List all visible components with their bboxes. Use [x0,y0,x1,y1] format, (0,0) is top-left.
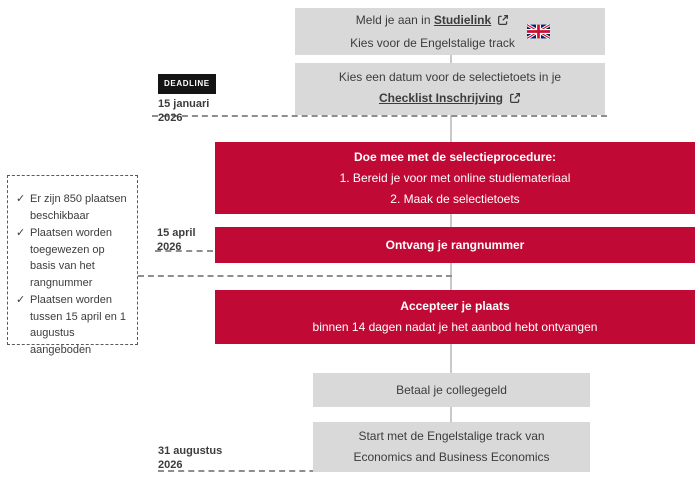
check-icon: ✓ [16,294,26,306]
step-selection-text [340,147,571,210]
checklist-inschrijving-link[interactable]: Checklist Inschrijving [378,91,504,105]
step-choose-date-text [339,67,561,111]
accept-subtitle-text: binnen 14 dagen nadat je het aanbod hebt ontvangen [312,320,598,334]
places-info-list [16,191,129,358]
list-item [16,292,129,358]
deadline-august-label [158,444,222,472]
step-selection-box [215,142,695,214]
deadline-january-year: 2026 [158,112,183,124]
connector-line [450,407,452,422]
selection-item1-text: 1. Bereid je voor met online studiemateriaal [339,170,571,185]
connector-line [450,344,452,373]
step-rank-box [215,227,695,263]
check-icon: ✓ [16,193,26,205]
deadline-august-date: 31 augustus [158,445,223,457]
uk-flag-icon [527,24,550,39]
selection-title-text: Doe mee met de selectieprocedure: [353,149,557,164]
infobox-dashed-connector [138,275,452,277]
external-link-icon[interactable] [497,12,509,33]
step-start-box [313,422,590,472]
connector-line [450,115,452,142]
deadline-dashed-line-january [152,115,607,117]
step-accept-box [215,290,695,344]
check-icon: ✓ [16,227,26,239]
rank-title-text: Ontvang je rangnummer [385,237,525,252]
start-line1-text: Start met de Engelstalige track van [358,429,545,443]
list-item [16,191,129,224]
step-signup-box [295,8,605,55]
deadline-badge: DEADLINE [158,74,216,94]
choose-date-line1-text: Kies een datum voor de selectietoets in je [338,70,562,84]
deadline-april-date: 15 april [157,227,196,239]
deadline-august-year: 2026 [158,459,183,471]
signup-line2-text: Kies voor de Engelstalige track [350,35,515,50]
deadline-april-label [157,226,196,254]
step-pay-box [313,373,590,407]
places-info-box [7,175,138,356]
connector-line [450,55,452,63]
list-item [16,225,129,291]
selection-item2-text: 2. Maak de selectietoets [390,191,520,206]
deadline-january-date: 15 januari [158,98,210,110]
info-item-text: Plaatsen worden toegewezen op basis van het rangnummer [30,227,112,289]
external-link-icon[interactable] [509,90,521,111]
step-start-text [353,426,549,468]
signup-line1-text: Meld je aan in [355,12,434,27]
step-accept-text [313,296,598,338]
info-item-text: Plaatsen worden tussen 15 april en 1 augustus aangeboden [30,294,127,356]
accept-title-text: Accepteer je plaats [400,299,510,313]
studielink-link[interactable]: Studielink [433,12,492,27]
step-choose-date-box [295,63,605,115]
deadline-april-year: 2026 [157,241,182,253]
info-item-text: Er zijn 850 plaatsen beschikbaar [30,193,127,222]
start-line2-text: Economics and Business Economics [353,450,550,464]
step-signup-text [350,10,515,54]
deadline-january-label [158,74,216,125]
pay-title-text: Betaal je collegegeld [396,382,507,397]
connector-line [450,214,452,227]
